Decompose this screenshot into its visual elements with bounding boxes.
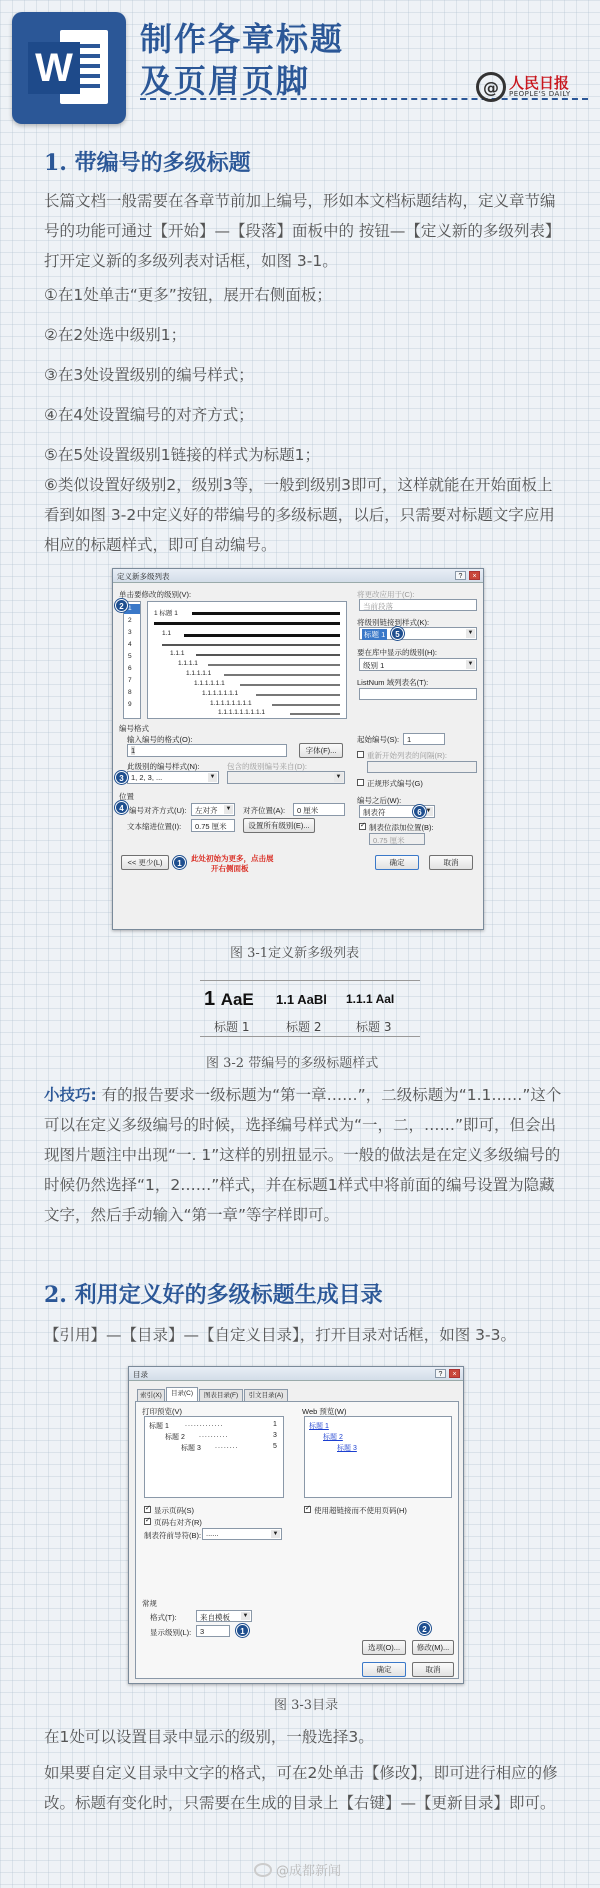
indent-label: 文本缩进位置(I): <box>127 822 182 831</box>
restart-label: 重新开始列表的间隔(R): <box>367 751 447 760</box>
position-group: 位置 <box>119 792 134 801</box>
print-line-2: 标题 2 <box>165 1434 185 1441</box>
chevron-down-icon[interactable]: ▼ <box>272 1531 279 1537</box>
preview-bar <box>162 644 340 646</box>
marker-1: 1 <box>173 856 186 869</box>
level-item[interactable]: 6 <box>128 665 132 672</box>
marker-4: 4 <box>115 801 128 814</box>
level-item[interactable]: 3 <box>128 629 132 636</box>
align-label: 编号对齐方式(U): <box>129 806 187 815</box>
tab-leader-value: ...... <box>206 1529 219 1538</box>
preview-bar <box>290 713 340 715</box>
start-at-input[interactable] <box>403 733 445 745</box>
preview-bar <box>208 664 340 666</box>
style-sample-2[interactable] <box>276 992 327 1007</box>
print-line-1: 标题 1 <box>149 1423 169 1430</box>
gallery-level-value: 级别 1 <box>363 661 385 670</box>
apply-to-label: 将更改应用于(C): <box>357 590 415 599</box>
tab-index[interactable]: 索引(X) <box>137 1389 165 1401</box>
close-icon[interactable]: × <box>469 571 480 580</box>
listnum-label: ListNum 域列表名(T): <box>357 678 429 687</box>
figure-1-caption: 图 3-1定义新多级列表 <box>230 946 360 961</box>
marker-5: 5 <box>391 627 404 640</box>
preview-line: 1 标题 1 <box>154 610 178 617</box>
step-4: ④在4处设置编号的对齐方式； <box>44 406 254 424</box>
restart-dropdown[interactable] <box>367 761 477 773</box>
marker-2: 2 <box>115 599 128 612</box>
legal-checkbox[interactable] <box>357 779 364 786</box>
tab-panel <box>135 1401 459 1679</box>
leader-dots: ............. <box>185 1421 224 1428</box>
style-number: 1.1 <box>276 992 295 1007</box>
preview-line: 1.1.1.1.1.1 <box>194 680 225 687</box>
web-link-3[interactable]: 标题 3 <box>337 1445 357 1452</box>
tab-stop-value: 0.75 厘米 <box>373 836 405 845</box>
preview-line: 1.1.1.1.1 <box>186 670 212 677</box>
brand-name-en: PEOPLE'S DAILY <box>509 90 571 98</box>
preview-bar <box>272 704 340 706</box>
align-dropdown[interactable] <box>191 803 235 816</box>
web-preview-box <box>304 1416 452 1498</box>
section-1-title: 1. 带编号的多级标题 <box>44 150 251 176</box>
step-1: ①在1处单击“更多”按钮，展开右侧面板； <box>44 286 332 304</box>
indent-input[interactable] <box>191 819 235 832</box>
apply-to-value: 当前段落 <box>363 602 393 611</box>
toc-note-1: 在1处可以设置目录中显示的级别，一般选择3。 <box>44 1728 374 1746</box>
leader-dots: .......... <box>199 1432 229 1439</box>
gallery-top-rule <box>200 980 420 981</box>
gallery-level-dropdown[interactable] <box>359 658 477 671</box>
close-icon[interactable]: × <box>449 1369 460 1378</box>
logo-letter: W <box>28 42 80 94</box>
aligned-at-input[interactable] <box>293 803 345 816</box>
follow-label: 编号之后(W): <box>357 796 402 805</box>
at-icon: @ <box>476 72 506 102</box>
tab-toc[interactable]: 目录(C) <box>166 1387 198 1401</box>
dialog-title: 定义新多级列表 <box>117 572 170 581</box>
web-link-2[interactable]: 标题 2 <box>323 1434 343 1441</box>
preview-bar <box>192 612 340 615</box>
show-page-numbers-label: 显示页码(S) <box>154 1506 194 1515</box>
more-less-button[interactable]: << 更少(L) <box>121 855 169 870</box>
tip-label: 小技巧: <box>44 1086 97 1104</box>
options-button[interactable]: 选项(O)... <box>362 1640 406 1655</box>
follow-value: 制表符 <box>363 808 386 817</box>
word-logo-icon <box>12 12 126 124</box>
step-5: ⑤在5处设置级别1链接的样式为标题1； <box>44 446 320 464</box>
level-list[interactable] <box>123 601 141 719</box>
gallery-level-label: 要在库中显示的级别(H): <box>357 648 437 657</box>
include-level-dropdown[interactable] <box>227 771 345 784</box>
show-levels-input[interactable] <box>196 1625 230 1637</box>
chevron-down-icon[interactable]: ▼ <box>242 1613 249 1619</box>
style-label-3: 标题 3 <box>356 1020 392 1034</box>
style-label-1: 标题 1 <box>214 1020 250 1034</box>
style-number: 1 <box>204 988 216 1010</box>
print-line-3: 标题 3 <box>181 1445 201 1452</box>
chevron-down-icon[interactable]: ▼ <box>225 806 232 812</box>
legal-label: 正规形式编号(G) <box>367 779 423 788</box>
weibo-icon <box>254 1863 272 1877</box>
tab-leader-dropdown[interactable] <box>202 1528 282 1540</box>
style-number: 1.1.1 <box>346 992 373 1006</box>
enter-format-value: 1 <box>131 746 136 755</box>
right-align-checkbox[interactable] <box>144 1518 151 1525</box>
gallery-bottom-rule <box>200 1036 420 1037</box>
preview-bar <box>196 654 340 656</box>
preview-line: 1.1.1.1.1.1.1.1.1 <box>218 709 265 716</box>
right-align-label: 页码右对齐(R) <box>154 1518 202 1527</box>
aligned-at-label: 对齐位置(A): <box>243 806 286 815</box>
toc-dialog <box>128 1366 464 1684</box>
start-at-value: 1 <box>407 735 412 744</box>
font-button[interactable]: 字体(F)... <box>299 743 343 758</box>
ok-button[interactable]: 确定 <box>362 1662 406 1677</box>
tip-paragraph <box>44 1080 566 1230</box>
print-page-2: 3 <box>273 1432 277 1439</box>
step-6: ⑥类似设置好级别2，级别3等，一般到级别3即可，这样就能在开始面板上看到如图 3-2中定义好的带编号的多级标题，以后，只需要对标题文字应用相应的标题样式，即可自动编号。 <box>44 476 555 554</box>
brand-badge <box>476 72 571 102</box>
level-item[interactable]: 4 <box>128 641 132 648</box>
define-multilevel-list-dialog <box>112 568 484 930</box>
indent-value: 0.75 厘米 <box>195 822 227 831</box>
style-label-2: 标题 2 <box>286 1020 322 1034</box>
page-title-line2: 及页眉页脚 <box>140 62 311 100</box>
level-item[interactable]: 2 <box>128 617 132 624</box>
page-title-line1: 制作各章标题 <box>140 20 345 58</box>
print-page-1: 1 <box>273 1421 277 1428</box>
start-at-label: 起始编号(S): <box>357 735 400 744</box>
style-sample-1[interactable] <box>204 988 254 1011</box>
formats-dropdown[interactable] <box>196 1610 252 1622</box>
red-annotation-line2: 开右侧面板 <box>211 864 249 873</box>
level-item[interactable]: 7 <box>128 677 132 684</box>
ok-button[interactable]: 确定 <box>375 855 419 870</box>
leader-dots: ........ <box>215 1443 239 1450</box>
marker-toc-2: 2 <box>418 1622 431 1635</box>
click-level-label: 单击要修改的级别(V): <box>119 590 192 599</box>
set-all-levels-button[interactable]: 设置所有级别(E)... <box>243 818 315 833</box>
use-hyperlinks-checkbox[interactable] <box>304 1506 311 1513</box>
tab-stop-checkbox[interactable] <box>359 823 366 830</box>
enter-format-label: 输入编号的格式(O): <box>127 735 193 744</box>
section-2-intro: 【引用】—【目录】—【自定义目录】，打开目录对话框，如图 3-3。 <box>44 1326 516 1344</box>
chevron-down-icon[interactable]: ▼ <box>209 774 216 780</box>
restart-checkbox[interactable] <box>357 751 364 758</box>
style-preview: AaI <box>375 992 395 1006</box>
link-style-dropdown[interactable] <box>359 627 477 640</box>
watermark <box>254 1860 341 1879</box>
preview-bar <box>256 694 340 696</box>
print-page-3: 5 <box>273 1443 277 1450</box>
number-format-group: 编号格式 <box>119 724 149 733</box>
level-item[interactable]: 8 <box>128 689 132 696</box>
help-icon[interactable]: ? <box>435 1369 446 1378</box>
preview-line: 1.1.1.1.1.1.1.1 <box>210 700 252 707</box>
level-item[interactable]: 1 <box>128 605 132 612</box>
print-preview-label: 打印预览(V) <box>142 1407 182 1416</box>
toc-note-2: 如果要自定义目录中文字的格式，可在2处单击【修改】，即可进行相应的修改。标题有变化时，只需要在生成的目录上【右键】—【更新目录】即可。 <box>44 1764 558 1812</box>
preview-line: 1.1.1 <box>170 650 185 657</box>
marker-6: 6 <box>413 805 426 818</box>
tab-stop-input[interactable] <box>369 833 425 845</box>
preview-line: 1.1.1.1 <box>178 660 198 667</box>
preview-line: 1.1.1.1.1.1.1 <box>202 690 239 697</box>
align-value: 左对齐 <box>195 806 218 815</box>
tab-table-of-figures[interactable]: 图表目录(F) <box>199 1389 243 1401</box>
section-1-intro: 长篇文档一般需要在各章节前加上编号，形如本文档标题结构，定义章节编号的功能可通过【开始】—【段落】面板中的 按钮—【定义新的多级列表】打开定义新的多级列表对话框，如图 3-1。 <box>44 192 561 270</box>
cancel-button[interactable]: 取消 <box>429 855 473 870</box>
print-preview-box <box>144 1416 284 1498</box>
show-levels-label: 显示级别(L): <box>150 1628 192 1637</box>
formats-value: 来自模板 <box>200 1613 230 1622</box>
preview-bar <box>224 674 340 676</box>
tab-stop-label: 制表位添加位置(B): <box>369 823 434 832</box>
number-style-dropdown[interactable] <box>127 771 219 784</box>
use-hyperlinks-label: 使用超链接而不使用页码(H) <box>314 1506 407 1515</box>
modify-button[interactable]: 修改(M)... <box>412 1640 454 1655</box>
cancel-button[interactable]: 取消 <box>412 1662 454 1677</box>
chevron-down-icon[interactable]: ▼ <box>467 630 474 636</box>
show-page-numbers-checkbox[interactable] <box>144 1506 151 1513</box>
figure-2-caption: 图 3-2 带编号的多级标题样式 <box>206 1056 379 1071</box>
red-annotation-line1: 此处初始为更多，点击展 <box>191 854 274 863</box>
help-icon[interactable]: ? <box>455 571 466 580</box>
figure-3-caption: 图 3-3目录 <box>274 1698 339 1713</box>
web-link-1[interactable]: 标题 1 <box>309 1423 329 1430</box>
chevron-down-icon[interactable]: ▼ <box>335 774 342 780</box>
dialog-titlebar <box>113 569 483 583</box>
dialog-titlebar <box>129 1367 463 1381</box>
web-preview-label: Web 预览(W) <box>302 1407 347 1416</box>
chevron-down-icon[interactable]: ▼ <box>425 808 432 814</box>
tab-table-of-authorities[interactable]: 引文目录(A) <box>244 1389 288 1401</box>
watermark-text: @成都新闻 <box>276 1864 342 1879</box>
apply-to-dropdown[interactable] <box>359 599 477 611</box>
preview-bar <box>240 684 340 686</box>
dialog-title: 目录 <box>133 1370 148 1379</box>
step-2: ②在2处选中级别1； <box>44 326 187 344</box>
preview-bar <box>184 634 340 637</box>
style-preview: AaBl <box>297 992 327 1007</box>
level-preview <box>147 601 347 719</box>
include-level-label: 包含的级别编号来自(D): <box>227 762 307 771</box>
header <box>0 0 600 128</box>
level-item[interactable]: 5 <box>128 653 132 660</box>
enter-format-input[interactable] <box>127 744 287 757</box>
aligned-at-value: 0 厘米 <box>297 806 319 815</box>
link-style-value: 标题 1 <box>364 630 386 639</box>
style-preview: AaE <box>220 990 254 1009</box>
chevron-down-icon[interactable]: ▼ <box>467 661 474 667</box>
marker-3: 3 <box>115 771 128 784</box>
level-item[interactable]: 9 <box>128 701 132 708</box>
marker-toc-1: 1 <box>236 1624 249 1637</box>
show-levels-value: 3 <box>200 1627 205 1636</box>
step-3: ③在3处设置级别的编号样式； <box>44 366 254 384</box>
tip-text: 有的报告要求一级标题为“第一章……”，二级标题为“1.1……”这个可以在定义多级编号的时候，选择编号样式为“一，二，……”即可，但会出现图片题注中出现“一. 1”这样的别扭显示。一般的做法是在定义多级编号的时候仍然选择“1，2……”样式，并在标题1样式中将前面的编号设置为隐藏文字，然后手动输入“第一章”等字样即可。 <box>44 1086 562 1224</box>
heading-style-gallery <box>200 980 420 1038</box>
listnum-input[interactable] <box>359 688 477 700</box>
preview-bar <box>154 622 340 625</box>
link-style-label: 将级别链接到样式(K): <box>357 618 430 627</box>
formats-label: 格式(T): <box>150 1613 177 1622</box>
preview-line: 1.1 <box>162 630 172 637</box>
tab-leader-label: 制表符前导符(B): <box>144 1531 202 1540</box>
general-group: 常规 <box>142 1599 157 1608</box>
number-style-label: 此级别的编号样式(N): <box>127 762 200 771</box>
section-2-title: 2. 利用定义好的多级标题生成目录 <box>44 1282 383 1308</box>
brand-name-cn: 人民日报 <box>509 74 570 92</box>
number-style-value: 1, 2, 3, ... <box>131 773 163 782</box>
style-sample-3[interactable] <box>346 992 394 1006</box>
